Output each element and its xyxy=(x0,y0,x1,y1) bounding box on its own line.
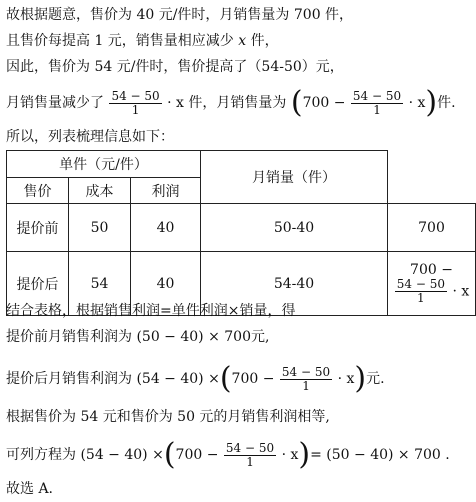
header-price: 售价 xyxy=(7,178,69,204)
row-label: 提价后 xyxy=(7,252,69,316)
text-line-2-a: 且售价每提高 1 元，销售量相应减少 xyxy=(6,33,239,49)
cell-profit: 54-40 xyxy=(201,252,388,316)
fraction-numerator: 54 − 50 xyxy=(111,88,160,103)
right-paren: ) xyxy=(425,85,438,120)
variable-x: x xyxy=(238,33,247,49)
text-line-4 xyxy=(6,85,456,120)
fraction xyxy=(280,366,332,393)
fraction xyxy=(395,278,447,305)
text-line-4-e: 件. xyxy=(437,95,456,111)
header-monthly-sales: 月销量（件） xyxy=(201,151,388,204)
text-line-4-b: · x 件，月销售量为 xyxy=(167,95,287,111)
header-cost: 成本 xyxy=(69,178,131,204)
cell-profit: 50-40 xyxy=(201,204,388,252)
fraction xyxy=(224,442,276,469)
right-paren: ) xyxy=(298,437,311,472)
cell-qty-b: · x xyxy=(452,283,470,300)
text-line-6: 结合表格，根据销售利润=单件利润×销量，得 xyxy=(6,303,296,319)
text-line-10 xyxy=(6,437,450,472)
text-line-8-b: 700 − xyxy=(231,371,275,387)
row-label: 提价前 xyxy=(7,204,69,252)
text-line-8 xyxy=(6,361,385,396)
text-line-10-b: 700 − xyxy=(175,447,219,463)
text-line-2 xyxy=(6,32,279,50)
table-row xyxy=(7,204,476,252)
right-paren: ) xyxy=(354,361,367,396)
fraction-numerator: 54 − 50 xyxy=(396,277,445,291)
fraction-denominator: 1 xyxy=(302,378,310,393)
fraction-denominator: 1 xyxy=(417,291,425,305)
cell-qty xyxy=(388,252,476,316)
fraction-numerator: 54 − 50 xyxy=(352,88,402,103)
left-paren: ( xyxy=(163,437,176,472)
fraction-denominator: 1 xyxy=(373,102,381,117)
cell-price: 54 xyxy=(69,252,131,316)
text-line-10-d: = (50 − 40) × 700 . xyxy=(310,447,450,463)
text-line-11: 故选 A. xyxy=(6,481,54,497)
text-line-4-d: · x xyxy=(408,95,426,111)
text-line-8-c: · x xyxy=(337,371,355,387)
text-line-10-c: · x xyxy=(281,447,299,463)
text-line-4-c: 700 − xyxy=(302,95,346,111)
fraction-2 xyxy=(351,90,403,117)
header-profit: 利润 xyxy=(131,178,201,204)
fraction xyxy=(109,90,161,117)
fraction-numerator: 54 − 50 xyxy=(225,440,275,455)
cell-cost: 40 xyxy=(131,204,201,252)
text-line-5: 所以，列表梳理信息如下： xyxy=(6,129,174,145)
cell-qty: 700 xyxy=(388,204,476,252)
text-line-8-d: 元. xyxy=(366,371,385,387)
text-line-1: 故根据题意，售价为 40 元/件时，月销售量为 700 件， xyxy=(6,7,354,23)
cell-price: 50 xyxy=(69,204,131,252)
header-unit: 单件（元/件） xyxy=(7,151,201,178)
info-table xyxy=(6,150,476,316)
text-line-9: 根据售价为 54 元和售价为 50 元的月销售利润相等, xyxy=(6,409,330,425)
fraction-denominator: 1 xyxy=(131,102,140,117)
fraction-numerator: 54 − 50 xyxy=(281,364,331,379)
text-line-7: 提价前月销售利润为 (50 − 40) × 700元, xyxy=(6,329,270,345)
text-line-10-a: 可列方程为 (54 − 40) × xyxy=(6,447,164,463)
cell-qty-a: 700 − xyxy=(410,262,453,278)
text-line-4-a: 月销售量减少了 xyxy=(6,95,104,111)
left-paren: ( xyxy=(290,85,303,120)
text-line-2-c: 件， xyxy=(246,33,279,49)
text-line-8-a: 提价后月销售利润为 (54 − 40) × xyxy=(6,371,220,387)
text-line-3: 因此，售价为 54 元/件时，售价提高了（54-50）元， xyxy=(6,59,344,75)
cell-cost: 40 xyxy=(131,252,201,316)
fraction-denominator: 1 xyxy=(246,454,254,469)
left-paren: ( xyxy=(219,361,232,396)
